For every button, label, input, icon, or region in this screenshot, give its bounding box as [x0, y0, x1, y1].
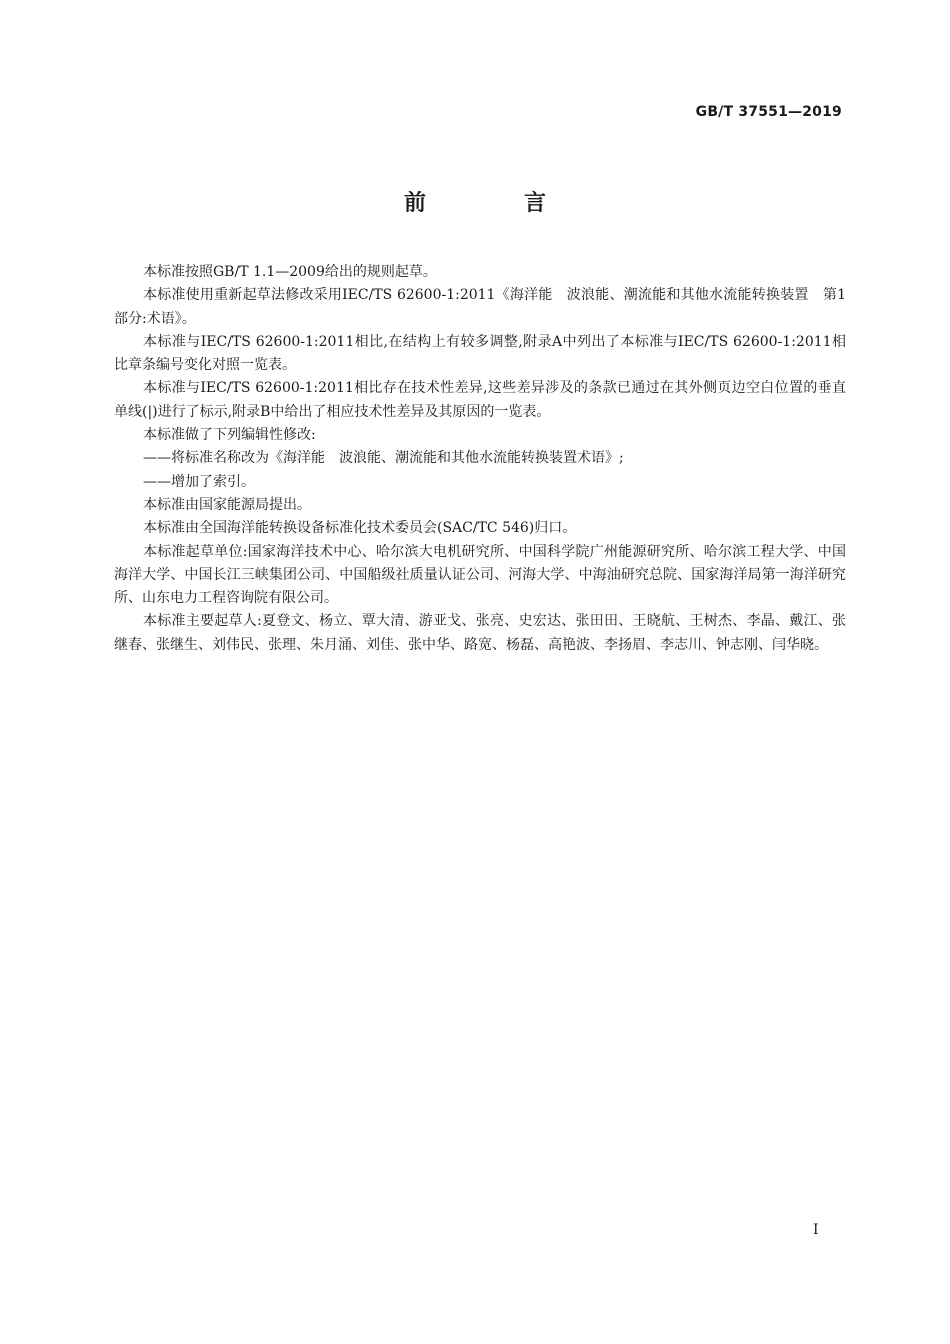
paragraph-committee: 本标准由全国海洋能转换设备标准化技术委员会(SAC/TC 546)归口。 — [143, 520, 577, 537]
preface-body — [114, 261, 846, 657]
page-number: I — [813, 1222, 819, 1238]
paragraph-drafting-rules: 本标准按照GB/T 1.1—2009给出的规则起草。 — [143, 264, 437, 280]
paragraph-proposer: 本标准由国家能源局提出。 — [143, 496, 311, 513]
paragraph-structure: 本标准与IEC/TS 62600-1:2011相比,在结构上有较多调整,附录A中列出了本标准与IEC/TS 62600-1:2011相比章条编号变化对照一览表。 — [114, 333, 846, 374]
page-title: 前 言 — [403, 191, 584, 216]
paragraph-editorial-intro: 本标准做了下列编辑性修改: — [143, 427, 316, 444]
list-item: ——将标准名称改为《海洋能 波浪能、潮流能和其他水流能转换装置术语》; — [143, 450, 624, 467]
list-item: ——增加了索引。 — [143, 473, 255, 490]
paragraph-drafting-units: 本标准起草单位:国家海洋技术中心、哈尔滨大电机研究所、中国科学院广州能源研究所、哈尔滨工程大学、中国海洋大学、中国长江三峡集团公司、中国船级社质量认证公司、河海大学、中海油研究总院、国家海洋局第一海洋研究所、山东电力工程咨询院有限公司。 — [114, 543, 846, 607]
paragraph-adoption: 本标准使用重新起草法修改采用IEC/TS 62600-1:2011《海洋能 波浪能、潮流能和其他水流能转换装置 第1部分:术语》。 — [114, 287, 846, 327]
standard-code: GB/T 37551—2019 — [695, 104, 842, 120]
paragraph-technical-differences: 本标准与IEC/TS 62600-1:2011相比存在技术性差异,这些差异涉及的条款已通过在其外侧页边空白位置的垂直单线(|)进行了标示,附录B中给出了相应技术性差异及其原因的一览表。 — [114, 380, 846, 420]
paragraph-drafters: 本标准主要起草人:夏登文、杨立、覃大清、游亚戈、张亮、史宏达、张田田、王晓航、王树杰、李晶、戴江、张继春、张继生、刘伟民、张理、朱月涌、刘佳、张中华、路宽、杨磊、高艳波、李扬眉、李志川、钟志刚、闫华晓。 — [114, 613, 846, 653]
